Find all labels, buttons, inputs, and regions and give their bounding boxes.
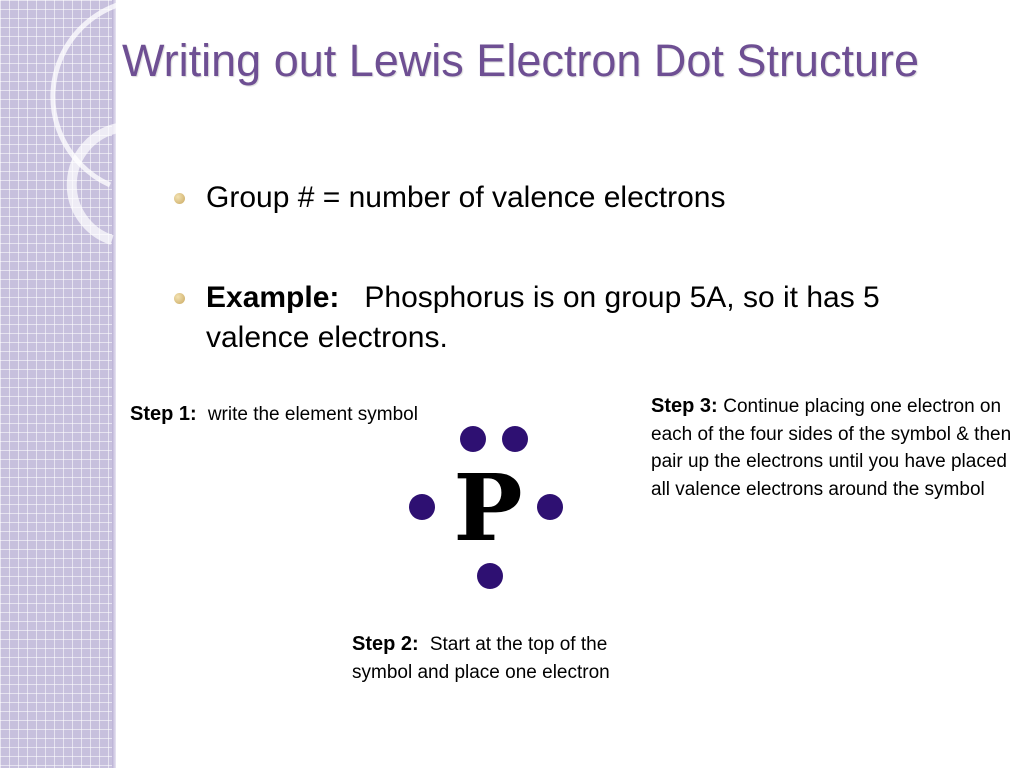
step-3-label: Step 3: xyxy=(651,395,718,417)
element-symbol: P xyxy=(453,454,523,562)
bullet-marker-icon xyxy=(174,193,185,204)
bullet-marker-icon xyxy=(174,293,185,304)
bullet-bold-label: Example: xyxy=(206,281,357,314)
bullet-text: Phosphorus is on group 5A, so it has 5 valence electrons. xyxy=(206,281,880,354)
electron-dot-bottom xyxy=(477,563,503,589)
electron-dot-right xyxy=(537,494,563,520)
electron-dot-left xyxy=(409,494,435,520)
bullet-item-group-rule xyxy=(172,178,972,218)
electron-dot-top-right xyxy=(502,426,528,452)
step-2-label: Step 2: xyxy=(352,633,419,655)
slide-title: Writing out Lewis Electron Dot Structure xyxy=(122,35,919,86)
step-2-caption xyxy=(352,631,642,686)
step-3-caption xyxy=(651,393,1021,503)
step-1-caption xyxy=(130,401,420,429)
bullet-text: Group # = number of valence electrons xyxy=(206,181,726,214)
step-1-label: Step 1: xyxy=(130,403,197,425)
bullet-list xyxy=(172,178,972,358)
step-3-text: Continue placing one electron on each of the four sides of the symbol & then pair up the electrons until you have placed all valence electrons around the symbol xyxy=(651,396,1012,500)
step-1-text: write the element symbol xyxy=(207,404,418,425)
decorative-ring-lower xyxy=(72,128,118,240)
bullet-item-example xyxy=(172,278,972,358)
electron-dot-top-left xyxy=(460,426,486,452)
step-2-text: Start at the top of the symbol and place one electron xyxy=(352,634,610,683)
